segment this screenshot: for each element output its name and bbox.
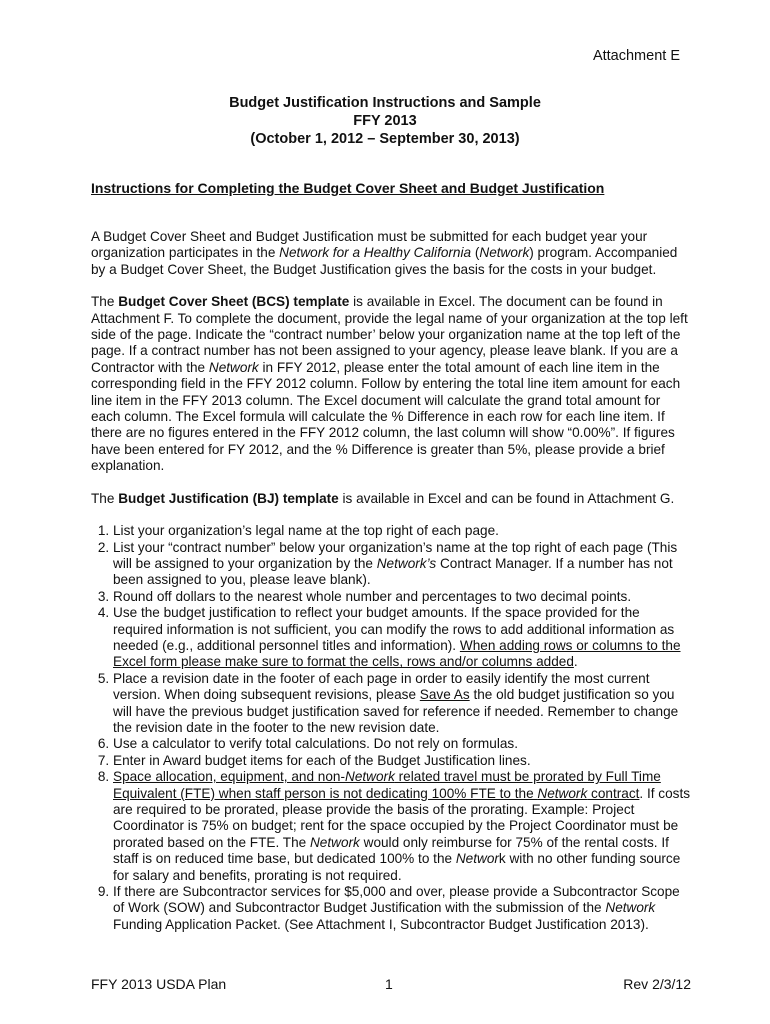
- list-item: 4. Use the budget justification to reflect your budget amounts. If the space provided for the required information is not sufficient, you can modify the rows to add additional information as needed (e.g., additional personnel titles and information). When adding rows or columns to the Excel form please make sure to format the cells, rows and/or columns added.: [113, 605, 691, 671]
- list-item: 1. List your organization’s legal name at the top right of each page.: [113, 523, 691, 539]
- list-item: 7. Enter in Award budget items for each of the Budget Justification lines.: [113, 753, 691, 769]
- document-title: [0, 94, 770, 148]
- footer-plan-name: FFY 2013 USDA Plan: [91, 976, 227, 992]
- bcs-paragraph: The Budget Cover Sheet (BCS) template is available in Excel. The document can be found in Attachment F. To complete the document, provide the legal name of your organization at the top left side of the page. Indicate the “contract number’ below your organization name at the top left of the page. If a contract number has not been assigned to your agency, please leave blank. If you are a Contractor with the Network in FFY 2012, please enter the total amount of each line item in the corresponding field in the FFY 2012 column. Follow by entering the total line item amount for each line item in the FFY 2013 column. The Excel document will calculate the grand total amount for each column. The Excel formula will calculate the % Difference in each row for each line item. If there are no figures entered in the FFY 2012 column, the last column will show “0.00%”. If figures have been entered for FY 2012, and the % Difference is greater than 5%, please provide a brief explanation.: [91, 294, 688, 474]
- revision-date: Rev 2/3/12: [623, 976, 691, 992]
- list-item: 8. Space allocation, equipment, and non-Network related travel must be prorated by Full Time Equivalent (FTE) when staff person is not dedicating 100% FTE to the Network contract. If costs are required to be prorated, please provide the basis of the prorating. Example: Project Coordinator is 75% on budget; rent for the space occupied by the Project Coordinator must be prorated based on the FTE. The Network would only reimburse for 75% of the rental costs. If staff is on reduced time base, but dedicated 100% to the Network with no other funding source for salary and benefits, prorating is not required.: [113, 769, 691, 884]
- list-item: 9. If there are Subcontractor services for $5,000 and over, please provide a Subcontractor Scope of Work (SOW) and Subcontractor Budget Justification with the submission of the Network Funding Application Packet. (See Attachment I, Subcontractor Budget Justification 2013).: [113, 884, 691, 933]
- document-body: [91, 229, 691, 933]
- list-item: 3. Round off dollars to the nearest whole number and percentages to two decimal points.: [113, 589, 691, 605]
- page-number: 1: [385, 976, 393, 992]
- section-heading: Instructions for Completing the Budget Cover Sheet and Budget Justification: [91, 180, 605, 196]
- list-item: 2. List your “contract number” below your organization’s name at the top right of each page (This will be assigned to your organization by the Network’s Contract Manager. If a number has not been assigned to you, please leave blank).: [113, 540, 691, 589]
- title-line-2: FFY 2013: [353, 113, 417, 129]
- title-line-3: (October 1, 2012 – September 30, 2013): [250, 131, 520, 147]
- list-item: 5. Place a revision date in the footer of each page in order to easily identify the most current version. When doing subsequent revisions, please Save As the old budget justification so you will have the previous budget justification saved for reference if needed. Remember to change the revision date in the footer to the new revision date.: [113, 671, 691, 737]
- list-item: 6. Use a calculator to verify total calculations. Do not rely on formulas.: [113, 736, 691, 752]
- bj-paragraph: The Budget Justification (BJ) template is available in Excel and can be found in Attachment G.: [91, 490, 675, 506]
- attachment-label: Attachment E: [592, 48, 680, 64]
- instruction-list: [91, 523, 691, 933]
- intro-paragraph: A Budget Cover Sheet and Budget Justification must be submitted for each budget year your organization participates in the Network for a Healthy California (Network) program. Accompanied by a Budget Cover Sheet, the Budget Justification gives the basis for the costs in your budget.: [91, 229, 678, 277]
- title-line-1: Budget Justification Instructions and Sample: [229, 95, 541, 111]
